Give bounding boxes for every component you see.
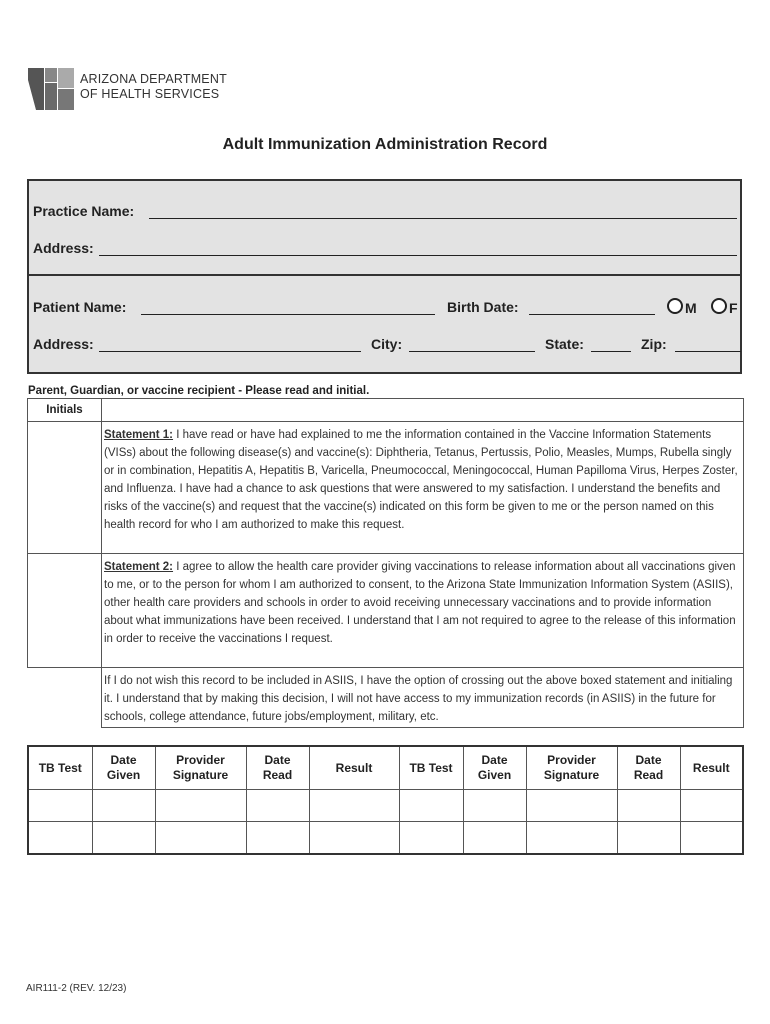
practice-address-label: Address:	[33, 240, 94, 256]
statement2	[102, 554, 744, 668]
tb-header-line: TB Test	[409, 760, 453, 775]
tb-header-result-right	[680, 746, 743, 790]
tb-row	[28, 790, 743, 822]
tb-cell-result[interactable]	[680, 822, 743, 855]
state-label: State:	[545, 336, 584, 352]
tb-cell-result[interactable]	[309, 790, 399, 822]
consent-instruction: Parent, Guardian, or vaccine recipient - Please read and initial.	[28, 385, 370, 397]
tb-header-date-read-right	[617, 746, 680, 790]
sex-m-radio[interactable]	[667, 298, 683, 314]
tb-header-result-left	[309, 746, 399, 790]
tb-header-line: Signature	[543, 768, 600, 782]
state-field[interactable]	[591, 351, 631, 352]
birth-date-field[interactable]	[529, 314, 655, 315]
practice-section	[27, 179, 742, 276]
tb-cell-provider-signature[interactable]	[526, 822, 617, 855]
tb-cell-tb-test[interactable]	[399, 790, 463, 822]
tb-header-line: TB Test	[38, 760, 82, 775]
tb-header-row	[28, 746, 743, 790]
statement2-initials-field[interactable]	[28, 554, 102, 668]
city-label: City:	[371, 336, 403, 352]
tb-header-line: Date	[110, 753, 137, 767]
tb-header-line: Provider	[547, 753, 596, 767]
tb-cell-result[interactable]	[680, 790, 743, 822]
practice-address-field[interactable]	[99, 255, 737, 256]
sex-m-label: M	[685, 300, 697, 316]
tb-header-line: Signature	[172, 768, 229, 782]
page-title: Adult Immunization Administration Record	[222, 136, 548, 153]
tb-cell-provider-signature[interactable]	[526, 790, 617, 822]
tb-cell-date-read[interactable]	[617, 790, 680, 822]
statement2-text: I agree to allow the health care provider giving vaccinations to release information about all vaccinations given to me, or to the person for whom I am authorized to consent, to the Arizona State Immunization Information System (ASIIS), other health care providers and schools in order to avoid receiving unnecessary vaccinations and to provide information about what immunizations have been received. I understand that I am not required to agree to the release of this information in order to receive the vaccinations I request.	[104, 561, 736, 645]
tb-header-line: Date	[635, 753, 662, 767]
sex-f-radio[interactable]	[711, 298, 727, 314]
birth-date-label: Birth Date:	[447, 299, 519, 315]
tb-header-line: Read	[262, 768, 293, 782]
tb-cell-date-given[interactable]	[463, 790, 526, 822]
tb-cell-tb-test[interactable]	[399, 822, 463, 855]
tb-header-line: Date	[481, 753, 508, 767]
zip-label: Zip:	[641, 336, 667, 352]
patient-section	[27, 276, 742, 374]
consent-table	[27, 398, 744, 728]
tb-header-line: Date	[264, 753, 291, 767]
statement-header-blank	[102, 399, 744, 422]
tb-cell-provider-signature[interactable]	[155, 822, 246, 855]
org-name	[80, 72, 227, 102]
patient-name-label: Patient Name:	[33, 299, 127, 315]
org-name-line1: ARIZONA DEPARTMENT	[80, 72, 227, 86]
tb-header-line: Read	[633, 768, 664, 782]
tb-test-table	[27, 745, 744, 855]
tb-header-provider-signature-right	[526, 746, 617, 790]
practice-name-label: Practice Name:	[33, 203, 135, 219]
tb-header-tb-test-right	[399, 746, 463, 790]
statement1-text: I have read or have had explained to me the information contained in the Vaccine Information Statements (VISs) about the following disease(s) and vaccine(s): Diphtheria, Tetanus, Pertussis, Polio, Measles, Mumps, Rubella singly or in combination, Hepatitis A, Hepatitis B, Varicella, Pneumococcal, Meningococcal, Human Papilloma Virus, Herpes Zoster, and Influenza. I have had a chance to ask questions that were answered to my satisfaction. I understand the benefits and risks of the vaccine(s) and request that the vaccine(s) indicated on this form be given to me or the person named on this health record for who I am authorized to make this request.	[104, 429, 738, 531]
tb-cell-date-read[interactable]	[617, 822, 680, 855]
tb-header-line: Provider	[176, 753, 225, 767]
statement1-initials-field[interactable]	[28, 422, 102, 554]
tb-cell-date-given[interactable]	[463, 822, 526, 855]
initials-header: Initials	[28, 399, 102, 422]
tb-cell-result[interactable]	[309, 822, 399, 855]
tb-cell-provider-signature[interactable]	[155, 790, 246, 822]
tb-row	[28, 822, 743, 855]
tb-header-line: Result	[692, 760, 730, 775]
tb-cell-date-given[interactable]	[92, 790, 155, 822]
tb-header-line: Given	[106, 768, 141, 782]
tb-cell-tb-test[interactable]	[28, 790, 92, 822]
tb-cell-date-read[interactable]	[246, 822, 309, 855]
tb-cell-date-read[interactable]	[246, 790, 309, 822]
patient-address-label: Address:	[33, 336, 94, 352]
statement1	[102, 422, 744, 554]
zip-field[interactable]	[675, 351, 741, 352]
tb-header-provider-signature-left	[155, 746, 246, 790]
sex-f-label: F	[729, 300, 738, 316]
tb-cell-date-given[interactable]	[92, 822, 155, 855]
patient-name-field[interactable]	[141, 314, 435, 315]
tb-header-tb-test-left	[28, 746, 92, 790]
practice-name-field[interactable]	[149, 218, 737, 219]
tb-header-line: Result	[335, 760, 373, 775]
city-field[interactable]	[409, 351, 535, 352]
tb-header-date-given-left	[92, 746, 155, 790]
optout-statement: If I do not wish this record to be included in ASIIS, I have the option of crossing out the above boxed statement and initialing it. I understand that by making this decision, I will not have access to my immunization records (in ASIIS) in the future for schools, college attendance, future jobs/employment, military, etc.	[102, 668, 744, 728]
form-id: AIR111-2 (REV. 12/23)	[26, 983, 127, 994]
statement1-title: Statement 1:	[104, 429, 174, 441]
patient-address-field[interactable]	[99, 351, 361, 352]
statement2-title: Statement 2:	[104, 561, 174, 573]
tb-cell-tb-test[interactable]	[28, 822, 92, 855]
org-name-line2: OF HEALTH SERVICES	[80, 87, 220, 101]
tb-header-date-given-right	[463, 746, 526, 790]
tb-body	[28, 790, 743, 855]
adhs-logo-icon	[28, 68, 74, 110]
tb-header-line: Given	[477, 768, 512, 782]
optout-initials-blank	[28, 668, 102, 728]
tb-header-date-read-left	[246, 746, 309, 790]
